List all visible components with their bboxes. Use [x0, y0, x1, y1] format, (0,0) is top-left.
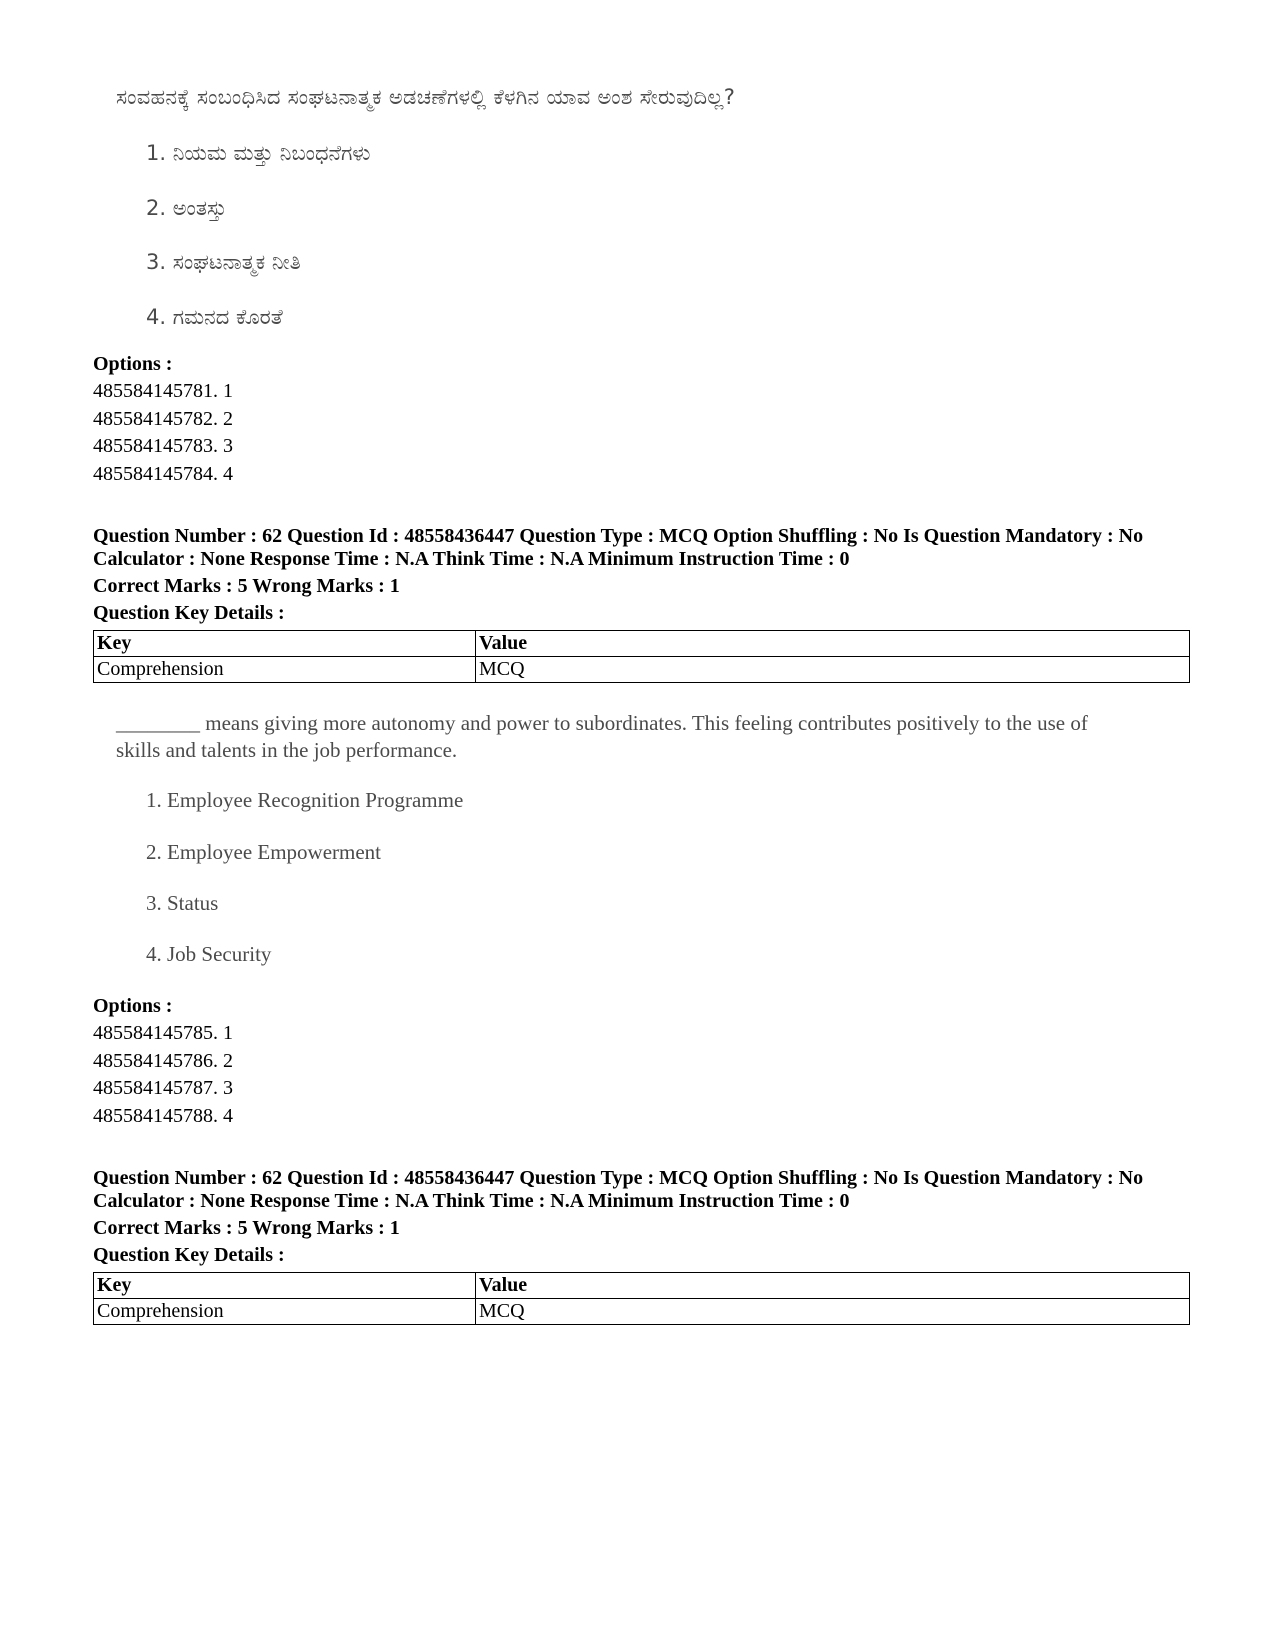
table-cell-value: MCQ [476, 657, 1190, 683]
marks-line: Correct Marks : 5 Wrong Marks : 1 [93, 1217, 400, 1239]
question-stem: ಸಂವಹನಕ್ಕೆ ಸಂಬಂಧಿಸಿದ ಸಂಘಟನಾತ್ಮಕ ಅಡಚಣೆಗಳಲ್ಲಿ ಕೆಳಗಿನ ಯಾವ ಅಂಶ ಸೇರುವುದಿಲ್ಲ? [116, 85, 736, 109]
table-header-key: Key [94, 1273, 476, 1299]
key-details-label: Question Key Details : [93, 1244, 285, 1266]
table-row [94, 657, 1190, 683]
options-label: Options : [93, 353, 173, 375]
option-id: 485584145784. 4 [93, 463, 233, 485]
options-label: Options : [93, 995, 173, 1017]
marks-line: Correct Marks : 5 Wrong Marks : 1 [93, 575, 400, 597]
table-header-key: Key [94, 631, 476, 657]
table-cell-value: MCQ [476, 1299, 1190, 1325]
table-header-row [94, 1273, 1190, 1299]
table-row [94, 1299, 1190, 1325]
question-choice: 4. ಗಮನದ ಕೊರತೆ [146, 305, 283, 329]
option-id: 485584145785. 1 [93, 1022, 233, 1044]
table-cell-key: Comprehension [94, 657, 476, 683]
option-id: 485584145781. 1 [93, 380, 233, 402]
question-choice: 4. Job Security [146, 942, 272, 966]
table-header-row [94, 631, 1190, 657]
table-header-value: Value [476, 1273, 1190, 1299]
table-cell-key: Comprehension [94, 1299, 476, 1325]
question-key-table [93, 1272, 1190, 1325]
question-metadata: Question Number : 62 Question Id : 48558436447 Question Type : MCQ Option Shuffling : No Is Question Mandatory : No Calculator : None Response Time : N.A Think Time : N.A Minimum Instruction Time : 0 [93, 1167, 1144, 1212]
key-details-label: Question Key Details : [93, 602, 285, 624]
question-choice: 3. Status [146, 891, 219, 915]
question-stem: ________ means giving more autonomy and power to subordinates. This feeling contributes positively to the use of skills and talents in the job performance. [116, 711, 1088, 762]
question-image-english [116, 710, 1106, 980]
option-id: 485584145788. 4 [93, 1105, 233, 1127]
question-choice: 2. Employee Empowerment [146, 840, 382, 864]
question-choice: 3. ಸಂಘಟನಾತ್ಮಕ ನೀತಿ [146, 250, 301, 274]
question-choice: 2. ಅಂತಸ್ತು [146, 196, 227, 220]
question-choice: 1. Employee Recognition Programme [146, 788, 464, 812]
option-id: 485584145787. 3 [93, 1077, 233, 1099]
question-choice: 1. ನಿಯಮ ಮತ್ತು ನಿಬಂಧನೆಗಳು [146, 141, 371, 165]
option-id: 485584145783. 3 [93, 435, 233, 457]
question-image-kannada [116, 84, 1116, 344]
option-id: 485584145782. 2 [93, 408, 233, 430]
question-key-table [93, 630, 1190, 683]
option-id: 485584145786. 2 [93, 1050, 233, 1072]
table-header-value: Value [476, 631, 1190, 657]
question-metadata: Question Number : 62 Question Id : 48558436447 Question Type : MCQ Option Shuffling : No Is Question Mandatory : No Calculator : None Response Time : N.A Think Time : N.A Minimum Instruction Time : 0 [93, 525, 1144, 570]
